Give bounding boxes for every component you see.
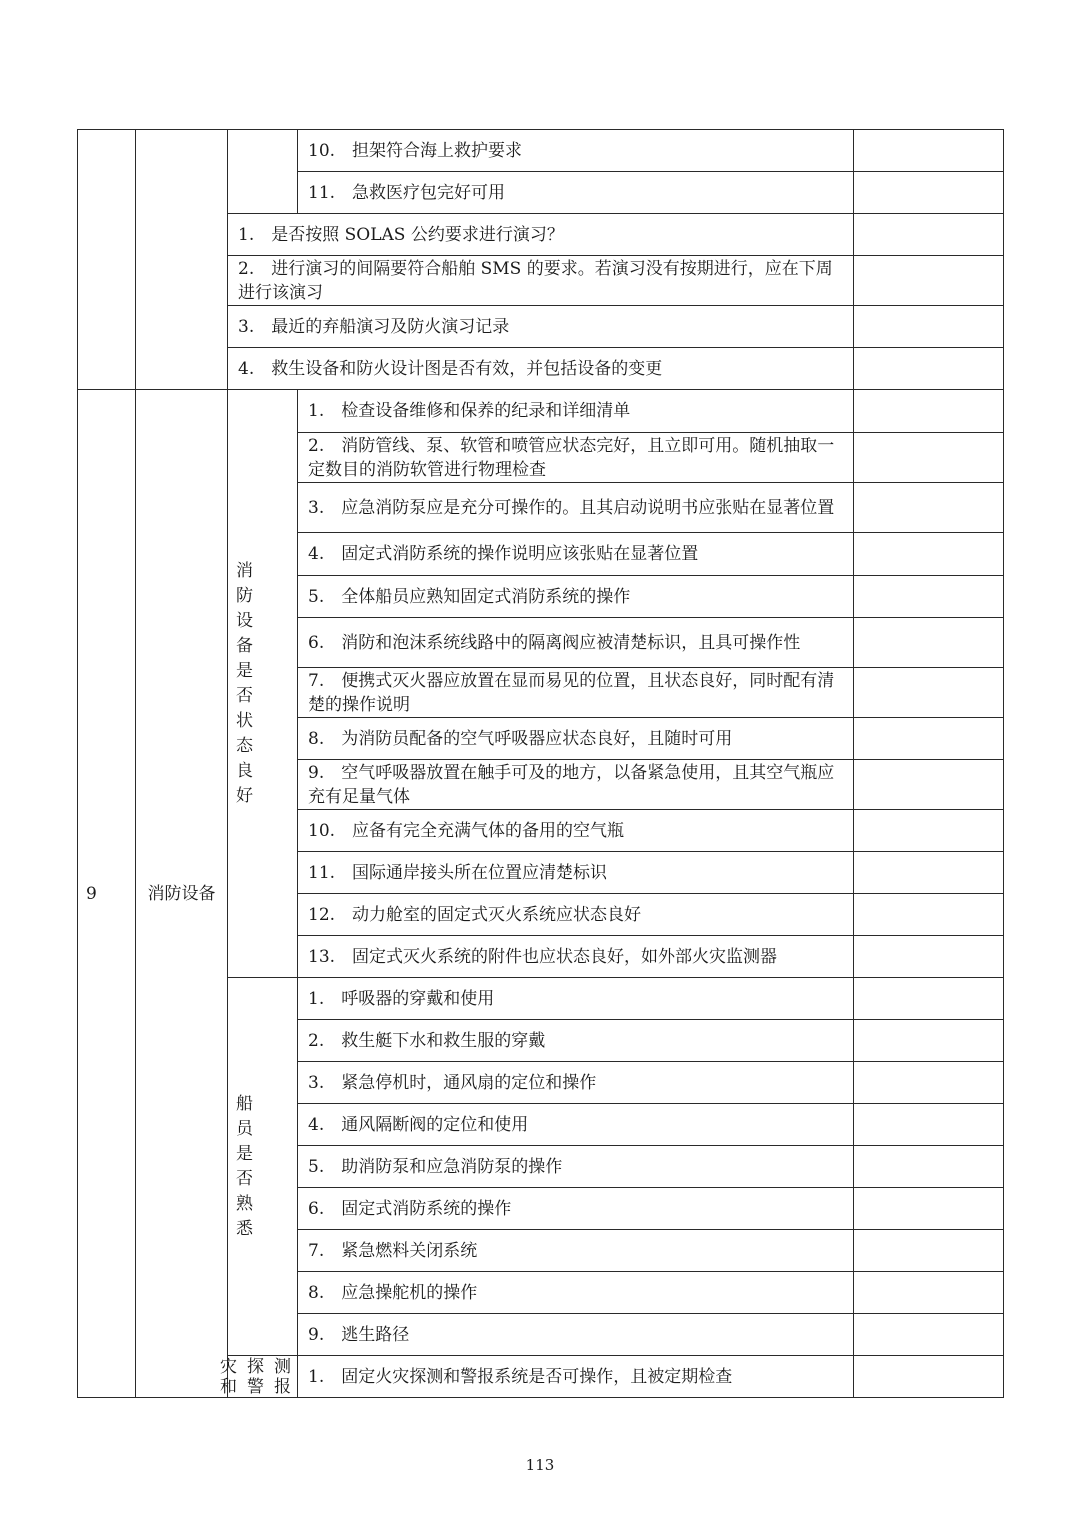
table-row bbox=[78, 390, 1004, 433]
remark-cell[interactable] bbox=[854, 576, 1004, 618]
remark-cell[interactable] bbox=[854, 718, 1004, 760]
subcategory-label bbox=[228, 978, 298, 1356]
checklist-item: 9. 空气呼吸器放置在触手可及的地方，以备紧急使用，且其空气瓶应充有足量气体 bbox=[298, 760, 854, 810]
checklist-item: 8. 应急操舵机的操作 bbox=[298, 1272, 854, 1314]
remark-cell[interactable] bbox=[854, 1104, 1004, 1146]
remark-cell[interactable] bbox=[854, 533, 1004, 576]
remark-cell[interactable] bbox=[854, 936, 1004, 978]
subcategory-label bbox=[228, 390, 298, 978]
category-cell bbox=[136, 130, 228, 390]
remark-cell[interactable] bbox=[854, 306, 1004, 348]
page-number: 113 bbox=[525, 1456, 555, 1474]
subcategory-text: 消防设备是否状态良好 bbox=[236, 560, 267, 806]
checklist-item: 6. 消防和泡沫系统线路中的隔离阀应被清楚标识，且具可操作性 bbox=[298, 618, 854, 668]
remark-cell[interactable] bbox=[854, 130, 1004, 172]
checklist-item: 5. 全体船员应熟知固定式消防系统的操作 bbox=[298, 576, 854, 618]
checklist-item: 2. 消防管线、泵、软管和喷管应状态完好，且立即可用。随机抽取一定数目的消防软管进行物理检查 bbox=[298, 433, 854, 483]
remark-cell[interactable] bbox=[854, 256, 1004, 306]
remark-cell[interactable] bbox=[854, 760, 1004, 810]
table-row bbox=[78, 130, 1004, 172]
remark-cell[interactable] bbox=[854, 1188, 1004, 1230]
checklist-item: 2. 进行演习的间隔要符合船舶 SMS 的要求。若演习没有按期进行，应在下周进行该演习 bbox=[228, 256, 854, 306]
subcategory-cell bbox=[228, 130, 298, 214]
checklist-item: 1. 呼吸器的穿戴和使用 bbox=[298, 978, 854, 1020]
remark-cell[interactable] bbox=[854, 348, 1004, 390]
checklist-item: 7. 紧急燃料关闭系统 bbox=[298, 1230, 854, 1272]
checklist-item: 3. 紧急停机时，通风扇的定位和操作 bbox=[298, 1062, 854, 1104]
checklist-item: 5. 助消防泵和应急消防泵的操作 bbox=[298, 1146, 854, 1188]
remark-cell[interactable] bbox=[854, 433, 1004, 483]
checklist-item: 3. 应急消防泵应是充分可操作的。且其启动说明书应张贴在显著位置 bbox=[298, 483, 854, 533]
checklist-item: 1. 固定火灾探测和警报系统是否可操作，且被定期检查 bbox=[298, 1356, 854, 1398]
remark-cell[interactable] bbox=[854, 1020, 1004, 1062]
remark-cell[interactable] bbox=[854, 483, 1004, 533]
remark-cell[interactable] bbox=[854, 1062, 1004, 1104]
subcategory-text-clipped: 灾探测和警报 bbox=[220, 1356, 301, 1397]
checklist-item: 4. 救生设备和防火设计图是否有效，并包括设备的变更 bbox=[228, 348, 854, 390]
checklist-item: 3. 最近的弃船演习及防火演习记录 bbox=[228, 306, 854, 348]
section-category: 消防设备 bbox=[136, 390, 228, 1398]
checklist-item: 4. 固定式消防系统的操作说明应该张贴在显著位置 bbox=[298, 533, 854, 576]
remark-cell[interactable] bbox=[854, 618, 1004, 668]
checklist-item: 11. 国际通岸接头所在位置应清楚标识 bbox=[298, 852, 854, 894]
remark-cell[interactable] bbox=[854, 852, 1004, 894]
subcategory-text: 船员是否熟悉 bbox=[236, 1093, 267, 1239]
remark-cell[interactable] bbox=[854, 1230, 1004, 1272]
remark-cell[interactable] bbox=[854, 894, 1004, 936]
checklist-item: 2. 救生艇下水和救生服的穿戴 bbox=[298, 1020, 854, 1062]
checklist-item: 10. 担架符合海上救护要求 bbox=[298, 130, 854, 172]
checklist-item: 10. 应备有完全充满气体的备用的空气瓶 bbox=[298, 810, 854, 852]
checklist-item: 9. 逃生路径 bbox=[298, 1314, 854, 1356]
remark-cell[interactable] bbox=[854, 668, 1004, 718]
remark-cell[interactable] bbox=[854, 1356, 1004, 1398]
section-number: 9 bbox=[78, 390, 136, 1398]
checklist-item: 8. 为消防员配备的空气呼吸器应状态良好，且随时可用 bbox=[298, 718, 854, 760]
checklist-item: 6. 固定式消防系统的操作 bbox=[298, 1188, 854, 1230]
checklist-item: 1. 是否按照 SOLAS 公约要求进行演习？ bbox=[228, 214, 854, 256]
checklist-item: 12. 动力舱室的固定式灭火系统应状态良好 bbox=[298, 894, 854, 936]
remark-cell[interactable] bbox=[854, 810, 1004, 852]
remark-cell[interactable] bbox=[854, 978, 1004, 1020]
checklist-item: 11. 急救医疗包完好可用 bbox=[298, 172, 854, 214]
checklist-item: 7. 便携式灭火器应放置在显而易见的位置，且状态良好，同时配有清楚的操作说明 bbox=[298, 668, 854, 718]
remark-cell[interactable] bbox=[854, 390, 1004, 433]
subcategory-label bbox=[220, 1356, 301, 1398]
number-cell bbox=[78, 130, 136, 390]
checklist-item: 4. 通风隔断阀的定位和使用 bbox=[298, 1104, 854, 1146]
checklist-item: 13. 固定式灭火系统的附件也应状态良好，如外部火灾监测器 bbox=[298, 936, 854, 978]
checklist-item: 1. 检查设备维修和保养的纪录和详细清单 bbox=[298, 390, 854, 433]
remark-cell[interactable] bbox=[854, 172, 1004, 214]
remark-cell[interactable] bbox=[854, 1146, 1004, 1188]
remark-cell[interactable] bbox=[854, 214, 1004, 256]
remark-cell[interactable] bbox=[854, 1272, 1004, 1314]
inspection-checklist-table bbox=[77, 129, 1004, 1398]
remark-cell[interactable] bbox=[854, 1314, 1004, 1356]
